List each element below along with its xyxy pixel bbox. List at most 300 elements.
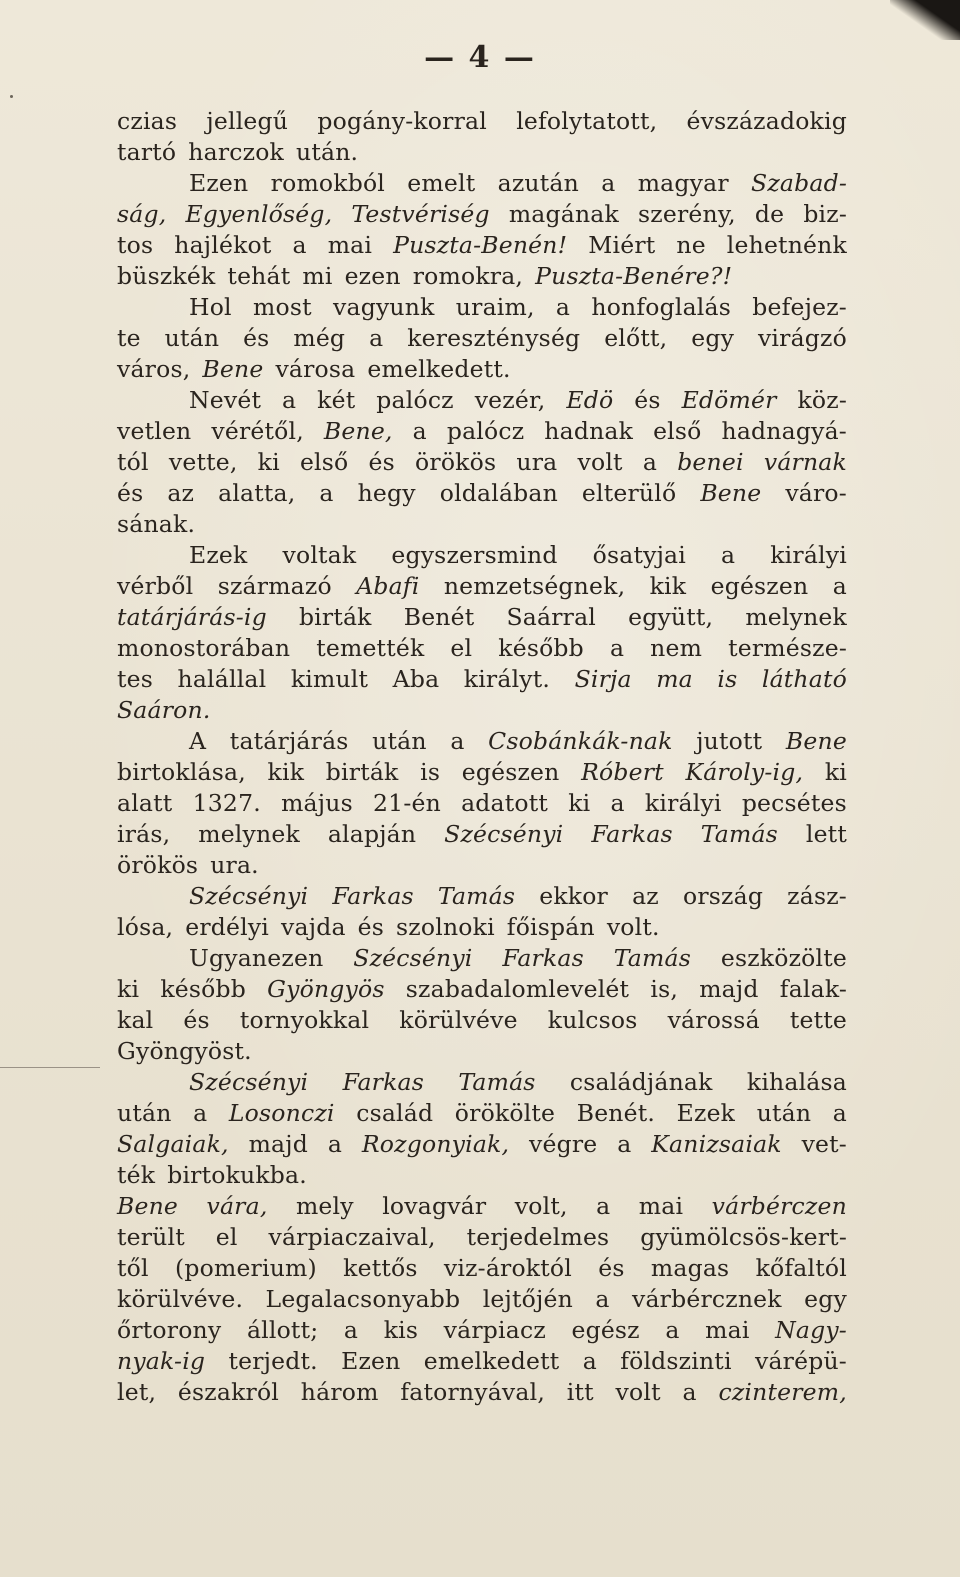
word: kis — [383, 1316, 419, 1344]
word: Egyenlőség, — [185, 200, 333, 228]
word: május — [281, 789, 353, 817]
word: melynek — [745, 603, 847, 631]
word: falak- — [779, 975, 847, 1003]
word: állott; — [246, 1316, 319, 1344]
word: vezér, — [474, 386, 546, 414]
word: jutott — [696, 727, 763, 755]
word: Csobánkák-nak — [488, 727, 673, 755]
text-line — [117, 385, 847, 416]
text-line — [117, 1067, 847, 1098]
word: mely — [295, 1192, 354, 1220]
word: ki — [824, 758, 847, 786]
word: a — [642, 448, 658, 476]
word: ték — [117, 1161, 156, 1189]
word: várpiacz — [443, 1316, 546, 1344]
word: Szécsényi — [189, 1068, 309, 1096]
text-line — [117, 416, 847, 447]
text-line — [117, 447, 847, 478]
word: Farkas — [342, 1068, 425, 1096]
word: a — [319, 479, 334, 507]
word: honfoglalás — [591, 293, 731, 321]
word: Edö — [566, 386, 614, 414]
word: 1327. — [192, 789, 261, 817]
word: fatornyával, — [400, 1378, 545, 1406]
word: mi — [302, 262, 333, 290]
word: Nevét — [189, 386, 262, 414]
text-line — [117, 1377, 847, 1408]
word: Tamás — [700, 820, 778, 848]
word: várpiaczaival, — [268, 1223, 436, 1251]
word: ki — [568, 789, 591, 817]
word: ősatyjai — [592, 541, 686, 569]
text-line — [117, 1253, 847, 1284]
word: lefolytatott, — [516, 107, 658, 135]
word: Salgaiak, — [117, 1130, 229, 1158]
word: egy — [804, 1285, 847, 1313]
word: viz-ároktól — [443, 1254, 572, 1282]
word: természe- — [728, 634, 847, 662]
word: Puszta-Benén! — [393, 231, 568, 259]
word: évszázadokig — [686, 107, 847, 135]
word: körülvéve — [399, 1006, 518, 1034]
word: Bene — [700, 479, 762, 507]
word: után — [117, 1099, 172, 1127]
word: alatt — [117, 789, 173, 817]
word: ura — [516, 448, 558, 476]
text-line — [117, 230, 847, 261]
word: Tamás — [458, 1068, 536, 1096]
word: Kanizsaiak — [651, 1130, 782, 1158]
text-line — [117, 509, 847, 540]
word: hajlékot — [174, 231, 272, 259]
word: Tamás — [613, 944, 691, 972]
text-line — [117, 1005, 847, 1036]
word: egész — [571, 1316, 640, 1344]
text-line — [117, 664, 847, 695]
text-line — [117, 1191, 847, 1222]
word: Bene — [785, 727, 847, 755]
word: Rozgonyiak, — [361, 1130, 510, 1158]
word: palócz — [446, 417, 525, 445]
text-line — [117, 1315, 847, 1346]
word: együtt, — [628, 603, 714, 631]
word: után. — [296, 138, 359, 166]
text-line — [117, 571, 847, 602]
word: azután — [497, 169, 579, 197]
word: alatta, — [218, 479, 296, 507]
text-line — [117, 726, 847, 757]
text-line — [117, 168, 847, 199]
word: lehetnénk — [726, 231, 847, 259]
word: a — [450, 727, 465, 755]
word: Bene, — [323, 417, 393, 445]
word: család — [356, 1099, 434, 1127]
word: a — [721, 541, 736, 569]
word: három — [300, 1378, 379, 1406]
word: városa — [275, 355, 356, 383]
word: város, — [117, 355, 191, 383]
word: váro- — [785, 479, 847, 507]
word: Szécsényi — [189, 882, 309, 910]
word: Gyöngyöst. — [117, 1037, 252, 1065]
word: befejez- — [752, 293, 847, 321]
word: Szabad- — [751, 169, 847, 197]
word: vérből — [117, 572, 194, 600]
word: és — [598, 1254, 625, 1282]
word: a — [292, 231, 307, 259]
word: is — [717, 665, 738, 693]
word: től — [117, 1254, 149, 1282]
word: egyszersmind — [391, 541, 558, 569]
word: később — [160, 975, 246, 1003]
word: Sirja — [574, 665, 632, 693]
word: emelt — [407, 169, 476, 197]
word: halállal — [177, 665, 267, 693]
word: királyi — [770, 541, 847, 569]
text-line — [117, 1160, 847, 1191]
word: a — [682, 1378, 697, 1406]
word: majd — [699, 975, 759, 1003]
word: nemzetségnek, — [443, 572, 626, 600]
word: mai — [327, 231, 373, 259]
word: az — [167, 479, 195, 507]
word: ura. — [210, 851, 259, 879]
word: származó — [217, 572, 332, 600]
word: volt — [615, 1378, 661, 1406]
word: Tamás — [437, 882, 516, 910]
word: hadnak — [544, 417, 634, 445]
word: várbércznek — [631, 1285, 782, 1313]
word: uraim, — [455, 293, 535, 321]
word: a — [369, 324, 384, 352]
word: kulcsos — [547, 1006, 638, 1034]
word: ezen — [344, 262, 401, 290]
text-line — [117, 292, 847, 323]
word: és — [634, 386, 661, 414]
word: Róbert — [581, 758, 664, 786]
word: el — [215, 1223, 238, 1251]
word: 21-én — [373, 789, 441, 817]
word: vette, — [168, 448, 238, 476]
word: lósa, — [117, 913, 174, 941]
word: Ezek — [676, 1099, 736, 1127]
word: Losonczi — [228, 1099, 335, 1127]
word: pecsétes — [741, 789, 847, 817]
word: lett — [805, 820, 847, 848]
word: körülvéve. — [117, 1285, 244, 1313]
word: is — [420, 758, 441, 786]
word: Testvériség — [351, 200, 490, 228]
word: romokra, — [412, 262, 524, 290]
margin-pencil-line — [0, 1067, 100, 1068]
word: két — [317, 386, 356, 414]
word: tartó — [117, 138, 177, 166]
body-text — [117, 106, 847, 1408]
text-line — [117, 881, 847, 912]
word: után — [164, 324, 220, 352]
word: a — [665, 1316, 680, 1344]
word: kik — [649, 572, 687, 600]
word: Farkas — [502, 944, 584, 972]
word: pogány-korral — [317, 107, 487, 135]
word: vetlen — [117, 417, 192, 445]
word: volt. — [606, 913, 660, 941]
word: kihalása — [746, 1068, 847, 1096]
text-line — [117, 974, 847, 1005]
word: (pomerium) — [175, 1254, 317, 1282]
text-line — [117, 199, 847, 230]
word: a — [617, 1130, 632, 1158]
word: harczok — [188, 138, 284, 166]
word: az — [632, 882, 659, 910]
word: sának. — [117, 510, 196, 538]
word: és — [357, 913, 385, 941]
word: Ezen — [189, 169, 249, 197]
word: a — [343, 1316, 359, 1344]
word: a — [596, 1192, 611, 1220]
word: monostorában — [117, 634, 291, 662]
word: látható — [761, 665, 847, 693]
word: kőfaltól — [755, 1254, 847, 1282]
word: kik — [267, 758, 305, 786]
word: tes — [117, 665, 154, 693]
text-line — [117, 323, 847, 354]
word: első — [299, 448, 349, 476]
word: hadnagyá- — [721, 417, 847, 445]
word: kettős — [343, 1254, 418, 1282]
text-line — [117, 354, 847, 385]
word: örökölte — [454, 1099, 556, 1127]
word: előtt, — [604, 324, 668, 352]
word: Gyöngyös — [267, 975, 385, 1003]
word: szabadalomlevelét — [405, 975, 630, 1003]
word: palócz — [376, 386, 454, 414]
word: a — [412, 417, 427, 445]
word: de — [754, 200, 785, 228]
word: szerény, — [638, 200, 736, 228]
text-line — [117, 757, 847, 788]
word: egy — [691, 324, 735, 352]
word: birták — [325, 758, 399, 786]
word: romokból — [270, 169, 386, 197]
word: és — [117, 479, 144, 507]
word: melynek — [198, 820, 300, 848]
word: a — [832, 572, 847, 600]
word: később — [498, 634, 584, 662]
text-line — [117, 106, 847, 137]
word: temették — [316, 634, 425, 662]
text-line — [117, 478, 847, 509]
word: királyi — [644, 789, 722, 817]
word: végre — [529, 1130, 598, 1158]
word: terjedt. — [228, 1347, 318, 1375]
word: a — [610, 789, 625, 817]
word: földszinti — [620, 1347, 732, 1375]
word: kereszténység — [407, 324, 581, 352]
word: elterülő — [581, 479, 677, 507]
word: jellegű — [206, 107, 289, 135]
word: a — [327, 1130, 343, 1158]
page-number: — 4 — — [424, 40, 536, 75]
word: Aba — [392, 665, 440, 693]
word: is, — [650, 975, 679, 1003]
word: ki — [257, 448, 280, 476]
word: nem — [650, 634, 703, 662]
word: let, — [117, 1378, 157, 1406]
word: a — [832, 1099, 847, 1127]
word: a — [595, 1285, 610, 1313]
word: Saáron. — [117, 696, 211, 724]
word: vet- — [801, 1130, 847, 1158]
word: a — [601, 169, 616, 197]
word: virágzó — [757, 324, 847, 352]
word: Bene — [202, 355, 264, 383]
text-line — [117, 1284, 847, 1315]
word: és — [243, 324, 270, 352]
word: ekkor — [539, 882, 608, 910]
word: Farkas — [591, 820, 673, 848]
word: Legalacsonyabb — [265, 1285, 461, 1313]
word: volt, — [514, 1192, 568, 1220]
word: zász- — [787, 882, 847, 910]
word: családjának — [569, 1068, 713, 1096]
word: és — [183, 1006, 210, 1034]
word: Abafi — [356, 572, 420, 600]
word: majd — [248, 1130, 308, 1158]
word: a — [582, 1347, 597, 1375]
word: Farkas — [332, 882, 414, 910]
word: birták — [298, 603, 372, 631]
word: Szécsényi — [353, 944, 473, 972]
text-line — [117, 819, 847, 850]
word: a — [609, 634, 625, 662]
word: Saárral — [506, 603, 596, 631]
word: benei — [677, 448, 744, 476]
text-line — [117, 788, 847, 819]
word: magas — [650, 1254, 730, 1282]
word: lovagvár — [382, 1192, 487, 1220]
word: nyak-ig — [117, 1347, 206, 1375]
text-line — [117, 695, 847, 726]
word: oldalában — [439, 479, 558, 507]
text-line — [117, 1346, 847, 1377]
word: mai — [705, 1316, 750, 1344]
word: alapján — [327, 820, 417, 848]
word: vára, — [206, 1192, 268, 1220]
word: magyar — [637, 169, 729, 197]
word: tornyokkal — [239, 1006, 370, 1034]
word: tette — [789, 1006, 847, 1034]
word: Hol — [189, 293, 232, 321]
word: irás, — [117, 820, 171, 848]
word: eszközölte — [720, 944, 847, 972]
text-line — [117, 850, 847, 881]
word: ne — [676, 231, 706, 259]
word: büszkék — [117, 262, 216, 290]
word: hegy — [357, 479, 416, 507]
word: tatárjárás-ig — [117, 603, 267, 631]
text-line — [117, 1222, 847, 1253]
word: a — [193, 1099, 208, 1127]
word: Benét. — [576, 1099, 656, 1127]
word: magának — [508, 200, 619, 228]
word: erdélyi — [185, 913, 270, 941]
word: köz- — [797, 386, 847, 414]
word: tól — [117, 448, 149, 476]
word: még — [293, 324, 346, 352]
word: várbérczen — [711, 1192, 847, 1220]
word: gyümölcsös-kert- — [640, 1223, 847, 1251]
word: ki — [117, 975, 140, 1003]
word: Edömér — [681, 386, 777, 414]
word: királyt. — [463, 665, 551, 693]
word: ság, — [117, 200, 167, 228]
word: ma — [656, 665, 693, 693]
word: itt — [566, 1378, 594, 1406]
word: Ugyanezen — [189, 944, 324, 972]
text-line — [117, 1098, 847, 1129]
word: terült — [117, 1223, 185, 1251]
word: Károly-ig, — [685, 758, 804, 786]
word: örökös — [117, 851, 199, 879]
word: kal — [117, 1006, 154, 1034]
word: te — [117, 324, 141, 352]
word: kimult — [290, 665, 369, 693]
text-line — [117, 602, 847, 633]
word: mai — [638, 1192, 684, 1220]
text-line — [117, 1036, 847, 1067]
word: tos — [117, 231, 154, 259]
word: után — [756, 1099, 812, 1127]
word: örökös — [415, 448, 497, 476]
word: czinterem, — [718, 1378, 847, 1406]
word: adatott — [461, 789, 549, 817]
word: emelkedett. — [367, 355, 511, 383]
word: emelkedett — [423, 1347, 560, 1375]
word: Bene — [117, 1192, 179, 1220]
word: birtokukba. — [167, 1161, 307, 1189]
word: tehát — [227, 262, 291, 290]
text-line — [117, 540, 847, 571]
word: szolnoki — [396, 913, 495, 941]
word: várnak — [763, 448, 847, 476]
word: vagyunk — [333, 293, 435, 321]
word: vérétől, — [211, 417, 304, 445]
word: ország — [682, 882, 764, 910]
word: északról — [177, 1378, 280, 1406]
word: a — [555, 293, 571, 321]
word: most — [253, 293, 312, 321]
word: tatárjárás — [229, 727, 349, 755]
text-line — [117, 261, 847, 292]
margin-speck — [10, 95, 13, 98]
word: birtoklása, — [117, 758, 246, 786]
word: Benét — [403, 603, 475, 631]
dark-corner — [890, 0, 960, 40]
word: várossá — [667, 1006, 760, 1034]
word: Miért — [588, 231, 656, 259]
word: voltak — [282, 541, 357, 569]
word: Puszta-Benére?! — [535, 262, 733, 290]
word: a — [282, 386, 297, 414]
word: lejtőjén — [482, 1285, 573, 1313]
word: Szécsényi — [444, 820, 564, 848]
text-line — [117, 1129, 847, 1160]
word: biz- — [803, 200, 847, 228]
word: Ezek — [189, 541, 248, 569]
word: és — [368, 448, 395, 476]
word: után — [372, 727, 427, 755]
